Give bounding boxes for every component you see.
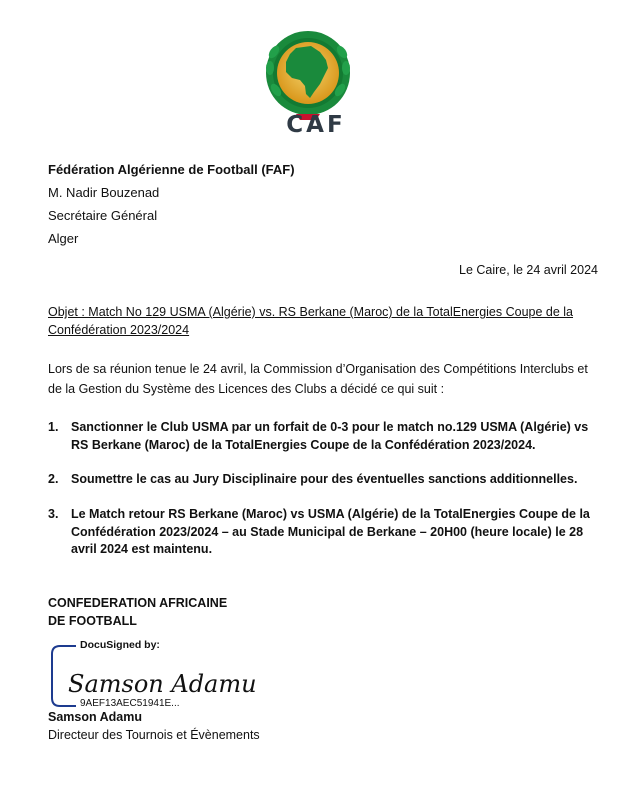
recipient-address bbox=[48, 158, 295, 250]
svg-text:Samson Adamu: Samson Adamu bbox=[68, 670, 257, 698]
sender-line-2: DE FOOTBALL bbox=[48, 613, 137, 628]
letter-intro: Lors de sa réunion tenue le 24 avril, la Commission d’Organisation des Compétitions Interclubs et de la Gestion du Système des Licences des Clubs a décidé ce qui suit : bbox=[48, 362, 588, 396]
letter-date: Le Caire, le 24 avril 2024 bbox=[459, 263, 598, 277]
recipient-organization: Fédération Algérienne de Football (FAF) bbox=[48, 162, 295, 177]
decision-item bbox=[48, 506, 600, 559]
recipient-title: Secrétaire Général bbox=[48, 208, 158, 223]
logo-text: CAF bbox=[286, 112, 346, 138]
decision-text: Le Match retour RS Berkane (Maroc) vs USMA (Algérie) de la TotalEnergies Coupe de la Confédération 2023/2024 – au Stade Municipal de Berkane – 20H00 (heure locale) le 28 avril 2024 est maintenu. bbox=[71, 507, 590, 556]
recipient-city: Alger bbox=[48, 231, 79, 246]
docusign-label: DocuSigned by: bbox=[80, 639, 160, 651]
recipient-name: M. Nadir Bouzenad bbox=[48, 185, 160, 200]
sender-line-1: CONFEDERATION AFRICAINE bbox=[48, 596, 228, 610]
decision-item bbox=[48, 471, 600, 489]
docusign-id: 9AEF13AEC51941E... bbox=[80, 698, 180, 709]
decision-number: 2. bbox=[48, 472, 59, 486]
decision-text: Soumettre le cas au Jury Disciplinaire pour des éventuelles sanctions additionnelles. bbox=[71, 472, 578, 486]
signer-name: Samson Adamu bbox=[48, 710, 143, 724]
signer-title: Directeur des Tournois et Évènements bbox=[48, 728, 260, 742]
decision-text: Sanctionner le Club USMA par un forfait de 0-3 pour le match no.129 USMA (Algérie) vs RS Berkane (Maroc) de la TotalEnergies Coupe de la Confédération 2023/2024. bbox=[71, 420, 589, 452]
decision-item bbox=[48, 419, 600, 454]
decision-number: 1. bbox=[48, 420, 59, 434]
decision-number: 3. bbox=[48, 507, 59, 521]
sender-organization bbox=[48, 595, 227, 630]
letter-subject: Objet : Match No 129 USMA (Algérie) vs. RS Berkane (Maroc) de la TotalEnergies Coupe de la Confédération 2023/2024 bbox=[48, 305, 574, 337]
